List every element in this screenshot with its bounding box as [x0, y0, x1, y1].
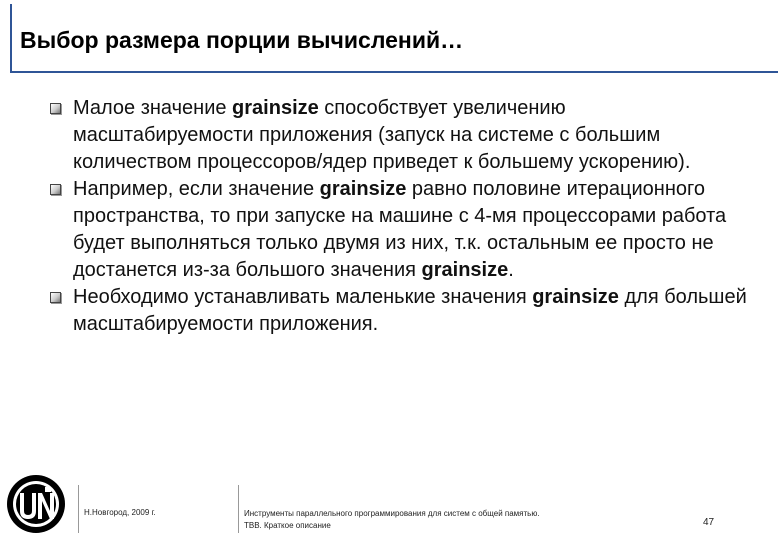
footer-divider — [238, 485, 239, 533]
checkbox-bullet-icon — [50, 103, 61, 114]
footer-divider — [78, 485, 79, 533]
bullet-list — [50, 95, 750, 338]
footer-location-year: Н.Новгород, 2009 г. — [84, 508, 156, 517]
bullet-item: Малое значение grainsize способствует увеличению масштабируемости приложения (запуск на системе с большим количеством процессоров/ядер приведет к большему ускорению). — [50, 95, 750, 176]
unn-logo-icon — [5, 473, 67, 535]
page-number: 47 — [703, 517, 715, 528]
checkbox-bullet-icon — [50, 292, 61, 303]
bullet-item: Необходимо устанавливать маленькие значения grainsize для большей масштабируемости приложения. — [50, 284, 750, 338]
bullet-item: Например, если значение grainsize равно половине итерационного пространства, то при запуске на машине с 4-мя процессорами работа будет выполняться только двумя из них, т.к. остальным ее просто не достанется из-за большого значения grainsize. — [50, 176, 750, 284]
checkbox-bullet-icon — [50, 184, 61, 195]
footer-course-title: Инструменты параллельного программирования для систем с общей памятью. TBB. Краткое описание — [244, 509, 540, 530]
slide-title: Выбор размера порции вычислений… — [20, 27, 464, 53]
